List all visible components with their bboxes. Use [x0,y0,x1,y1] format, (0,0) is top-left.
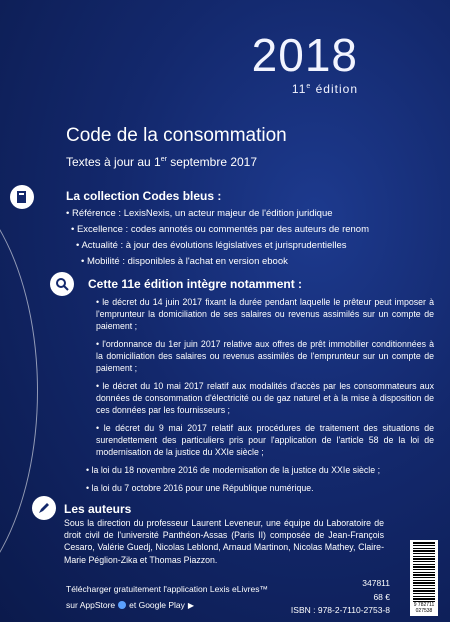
collection-item: • Mobilité : disponibles à l'achat en version ebook [81,256,288,267]
apple-icon [118,601,126,609]
product-code: 347811 [362,578,390,588]
app-store-line [66,600,194,610]
barcode [410,540,438,616]
book-icon [10,185,34,209]
collection-item: • Référence : LexisNexis, un acteur majeur de l'édition juridique [66,208,333,219]
barcode-number: 9 782711 027538 [413,602,435,614]
edition-number: 11e édition [291,82,358,96]
edition-item: • le décret du 14 juin 2017 fixant la durée pendant laquelle le prêteur peut imposer à l'emprunteur la domiciliation de ses salaires ou revenus assimilés sur un compte de paiement ; [96,297,434,332]
book-title: Code de la consommation [66,125,287,146]
edition-item: • le décret du 9 mai 2017 relatif aux procédures de traitement des situations de surendettement des particuliers pris pour l'application de l'article 58 de la loi de modernisation de la justice du XXIe siècle ; [96,423,434,458]
edition-item: • la loi du 18 novembre 2016 de modernisation de la justice du XXIe siècle ; [86,465,381,475]
app-download-text: Télécharger gratuitement l'application Lexis eLivres™ [66,584,268,594]
play-icon: ▶ [187,600,195,610]
googleplay-label: et Google Play [129,600,185,610]
appstore-label: sur AppStore [66,600,116,610]
edition-item: • la loi du 7 octobre 2016 pour une République numérique. [86,483,314,493]
collection-item: • Actualité : à jour des évolutions législatives et jurisprudentielles [76,240,347,251]
decorative-arc [0,170,38,612]
edition-heading: Cette 11e édition intègre notamment : [88,277,303,291]
isbn: ISBN : 978-2-7110-2753-8 [290,605,390,615]
book-subtitle: Textes à jour au 1er septembre 2017 [66,155,258,169]
collection-item: • Excellence : codes annotés ou commentés par des auteurs de renom [71,224,369,235]
edition-year: 2018 [251,29,358,81]
collection-heading: La collection Codes bleus : [66,189,222,203]
authors-text: Sous la direction du professeur Laurent Leveneur, une équipe du Laboratoire de droit civil de l'université Panthéon-Assas (Paris II) composée de Jean-François Cesaro, Valérie Guedj, Nicolas Leblond, Arnaud Martinon, Nicolas Mathey, Claire-Marie Péglion-Zika et Thomas Piazzon. [64,518,384,565]
price: 68 € [373,592,390,602]
edition-item: • le décret du 10 mai 2017 relatif aux modalités d'accès par les consommateurs aux données de consommation d'électricité ou de gaz naturel et à la mise à disposition de ces données par les fournisseurs ; [96,381,434,416]
pen-icon [32,496,56,520]
authors-heading: Les auteurs [64,502,132,516]
magnifier-icon [50,272,74,296]
edition-item: • l'ordonnance du 1er juin 2017 relative aux offres de prêt immobilier conditionnées à la domiciliation des salaires ou revenus assimilés de l'emprunteur sur un compte de paiement ; [96,339,434,374]
